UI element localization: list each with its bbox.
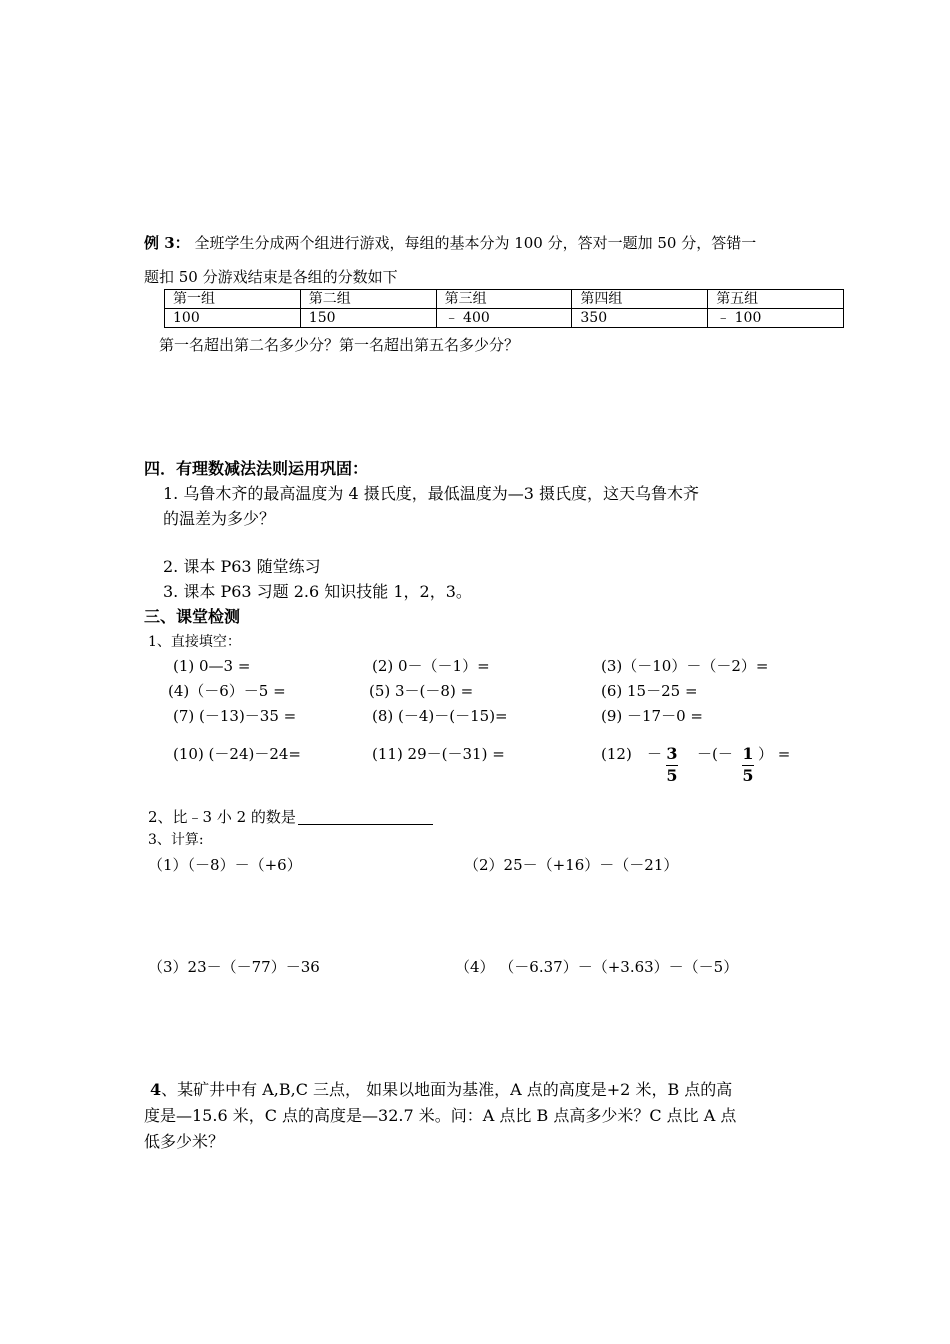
answer-blank[interactable]: [298, 808, 433, 825]
q4-line2: 度是—15.6 米，C 点的高度是—32.7 米。问：A 点比 B 点高多少米？C 点比 A 点: [144, 1106, 737, 1125]
table-cell: ﹣ 400: [436, 309, 572, 328]
fraction-denominator: 5: [742, 766, 754, 785]
table-header-cell: 第一组: [165, 290, 301, 309]
q1-item: (12): [601, 745, 632, 763]
table-header-cell: 第二组: [300, 290, 436, 309]
q1-item: (11) 29－(－31) =: [372, 745, 505, 763]
example3-text-line2: 题扣 50 分游戏结束是各组的分数如下: [144, 268, 398, 286]
score-table: [164, 289, 844, 328]
fraction-denominator: 5: [666, 766, 678, 785]
section4-title: 四．有理数减法法则运用巩固：: [144, 459, 369, 478]
example3-text-line1: 全班学生分成两个组进行游戏，每组的基本分为 100 分，答对一题加 50 分，答错一: [194, 234, 757, 252]
q1-label: 1、直接填空：: [148, 634, 241, 650]
fraction-numerator: 1: [742, 744, 754, 763]
fraction-numerator: 3: [666, 744, 678, 763]
q1-item12-mid: －(－: [697, 745, 733, 763]
q4-text-line1: 、某矿井中有 A,B,C 三点， 如果以地面为基准，A 点的高度是+2 米，B 点的高: [161, 1080, 733, 1099]
section3-title: 三、课堂检测: [144, 607, 241, 626]
q1-item12-fraction-1: [666, 744, 678, 785]
section4-item2: 2. 课本 P63 随堂练习: [163, 557, 321, 576]
q4-label: 4: [150, 1080, 162, 1099]
section4-item1-line2: 的温差为多少？: [163, 509, 276, 528]
q1-item: (7) (－13)－35 =: [173, 707, 297, 725]
q1-item: (1) 0—3 =: [173, 657, 251, 675]
table-header-row: [165, 290, 844, 309]
q1-item12-fraction-2: [742, 744, 754, 785]
q3-item: （4） （－6.37）－（+3.63）－（－5）: [455, 958, 739, 976]
example3-label: 例 3：: [144, 234, 190, 252]
q4-line3: 低多少米？: [144, 1132, 225, 1151]
q2: [148, 808, 433, 825]
q3-label: 3、计算:: [148, 832, 204, 848]
table-cell: 350: [572, 309, 708, 328]
q4-line1: [150, 1082, 732, 1098]
table-cell: 150: [300, 309, 436, 328]
table-header-cell: 第三组: [436, 290, 572, 309]
table-cell: ﹣ 100: [708, 309, 844, 328]
q1-item: (5) 3－(－8) =: [369, 682, 474, 700]
example3-question: 第一名超出第二名多少分？第一名超出第五名多少分？: [159, 336, 520, 354]
table-cell: 100: [165, 309, 301, 328]
example3-line1: [144, 236, 756, 251]
q1-item12-tail: ） =: [758, 745, 791, 763]
q1-item: (4)（－6）－5 =: [168, 682, 286, 700]
q1-item: (2) 0－（－1）=: [372, 657, 490, 675]
table-header-cell: 第五组: [708, 290, 844, 309]
q2-text: 2、比﹣3 小 2 的数是: [148, 808, 296, 826]
q3-item: （1）（－8）－（+6）: [148, 856, 302, 874]
table-header-cell: 第四组: [572, 290, 708, 309]
q1-item: (10) (－24)－24=: [173, 745, 302, 763]
q1-item: (8) (－4)－(－15)=: [372, 707, 508, 725]
q1-item: (3)（－10）－（－2）=: [601, 657, 769, 675]
q1-item: (9) －17－0 =: [601, 707, 703, 725]
section4-item3: 3. 课本 P63 习题 2.6 知识技能 1，2，3。: [163, 582, 472, 601]
q3-item: （3）23－（－77）－36: [148, 958, 320, 976]
q3-item: （2）25－（+16）－（－21）: [464, 856, 679, 874]
q1-item: (6) 15－25 =: [601, 682, 698, 700]
table-row: [165, 309, 844, 328]
q1-item12-minus: －: [647, 745, 663, 763]
section4-item1-line1: 1. 乌鲁木齐的最高温度为 4 摄氏度，最低温度为—3 摄氏度，这天乌鲁木齐: [163, 484, 699, 503]
